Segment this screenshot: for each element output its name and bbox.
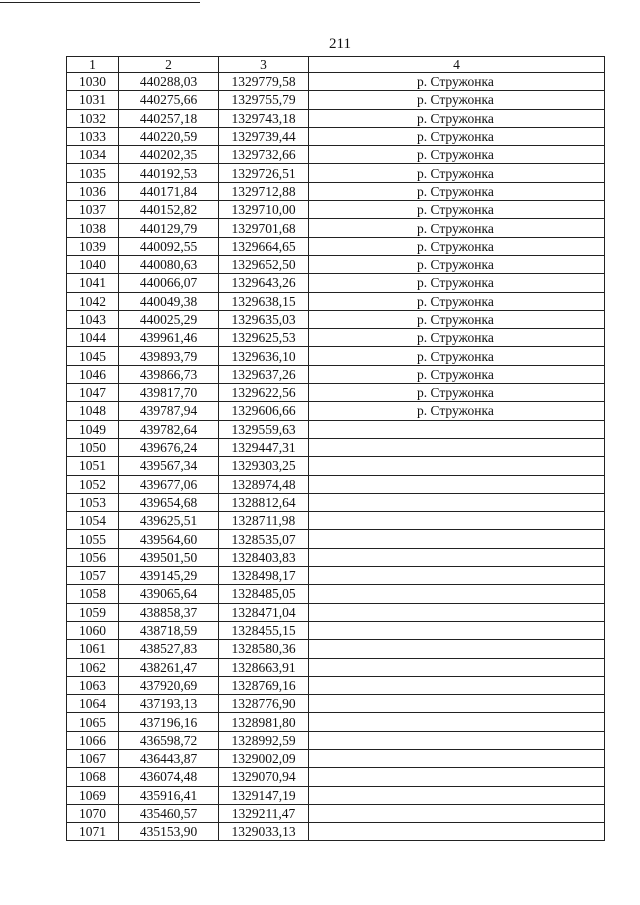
table-row: [67, 402, 605, 420]
table-row: [67, 457, 605, 475]
point-number-cell: 1048: [67, 402, 119, 420]
coord-y-cell: 1328974,48: [219, 475, 309, 493]
point-number-cell: 1057: [67, 567, 119, 585]
point-number-cell: 1069: [67, 786, 119, 804]
header-col-3: 3: [219, 57, 309, 73]
table-row: [67, 640, 605, 658]
point-number-cell: 1046: [67, 365, 119, 383]
coord-x-cell: 439817,70: [119, 384, 219, 402]
table-row: [67, 567, 605, 585]
coord-x-cell: 435916,41: [119, 786, 219, 804]
table-row: [67, 164, 605, 182]
table-row: [67, 146, 605, 164]
description-cell: [309, 640, 605, 658]
coord-x-cell: 439782,64: [119, 420, 219, 438]
point-number-cell: 1065: [67, 713, 119, 731]
coord-x-cell: 440192,53: [119, 164, 219, 182]
coord-y-cell: 1329303,25: [219, 457, 309, 475]
coord-x-cell: 439501,50: [119, 548, 219, 566]
point-number-cell: 1041: [67, 274, 119, 292]
point-number-cell: 1061: [67, 640, 119, 658]
description-cell: р. Стружонка: [309, 292, 605, 310]
coord-y-cell: 1329625,53: [219, 329, 309, 347]
coord-x-cell: 440275,66: [119, 91, 219, 109]
top-rule: [0, 2, 200, 3]
coord-y-cell: 1329726,51: [219, 164, 309, 182]
point-number-cell: 1031: [67, 91, 119, 109]
coord-x-cell: 437920,69: [119, 676, 219, 694]
description-cell: [309, 438, 605, 456]
coord-x-cell: 439625,51: [119, 512, 219, 530]
header-col-4: 4: [309, 57, 605, 73]
description-cell: р. Стружонка: [309, 255, 605, 273]
coord-y-cell: 1329652,50: [219, 255, 309, 273]
coord-y-cell: 1329739,44: [219, 127, 309, 145]
point-number-cell: 1039: [67, 237, 119, 255]
coord-x-cell: 440066,07: [119, 274, 219, 292]
coord-y-cell: 1329732,66: [219, 146, 309, 164]
coord-y-cell: 1328711,98: [219, 512, 309, 530]
coord-y-cell: 1328498,17: [219, 567, 309, 585]
coord-y-cell: 1329636,10: [219, 347, 309, 365]
coord-x-cell: 440152,82: [119, 201, 219, 219]
table-row: [67, 530, 605, 548]
description-cell: [309, 786, 605, 804]
point-number-cell: 1063: [67, 676, 119, 694]
description-cell: [309, 512, 605, 530]
point-number-cell: 1030: [67, 73, 119, 91]
description-cell: [309, 823, 605, 841]
coord-y-cell: 1329638,15: [219, 292, 309, 310]
point-number-cell: 1058: [67, 585, 119, 603]
description-cell: р. Стружонка: [309, 329, 605, 347]
point-number-cell: 1070: [67, 804, 119, 822]
description-cell: [309, 457, 605, 475]
description-cell: [309, 676, 605, 694]
table-row: [67, 109, 605, 127]
table-row: [67, 347, 605, 365]
table-row: [67, 768, 605, 786]
description-cell: [309, 695, 605, 713]
coord-x-cell: 439654,68: [119, 493, 219, 511]
description-cell: р. Стружонка: [309, 310, 605, 328]
table-row: [67, 73, 605, 91]
table-row: [67, 438, 605, 456]
coord-x-cell: 439065,64: [119, 585, 219, 603]
coord-x-cell: 438718,59: [119, 621, 219, 639]
coord-x-cell: 440202,35: [119, 146, 219, 164]
table-row: [67, 182, 605, 200]
coord-x-cell: 440049,38: [119, 292, 219, 310]
table-row: [67, 329, 605, 347]
coord-y-cell: 1329712,88: [219, 182, 309, 200]
point-number-cell: 1066: [67, 731, 119, 749]
description-cell: р. Стружонка: [309, 146, 605, 164]
coord-x-cell: 435153,90: [119, 823, 219, 841]
coord-x-cell: 440025,29: [119, 310, 219, 328]
table-row: [67, 237, 605, 255]
coord-y-cell: 1329070,94: [219, 768, 309, 786]
header-col-2: 2: [119, 57, 219, 73]
description-cell: [309, 420, 605, 438]
point-number-cell: 1050: [67, 438, 119, 456]
description-cell: [309, 493, 605, 511]
description-cell: р. Стружонка: [309, 182, 605, 200]
coord-x-cell: 439564,60: [119, 530, 219, 548]
table-row: [67, 475, 605, 493]
description-cell: [309, 658, 605, 676]
table-row: [67, 676, 605, 694]
point-number-cell: 1059: [67, 603, 119, 621]
coord-x-cell: 440257,18: [119, 109, 219, 127]
coord-y-cell: 1328455,15: [219, 621, 309, 639]
table-row: [67, 585, 605, 603]
coord-y-cell: 1329755,79: [219, 91, 309, 109]
coord-x-cell: 439893,79: [119, 347, 219, 365]
point-number-cell: 1067: [67, 749, 119, 767]
table-row: [67, 713, 605, 731]
coord-x-cell: 440080,63: [119, 255, 219, 273]
point-number-cell: 1033: [67, 127, 119, 145]
coord-y-cell: 1328471,04: [219, 603, 309, 621]
description-cell: р. Стружонка: [309, 164, 605, 182]
coord-y-cell: 1328981,80: [219, 713, 309, 731]
coord-x-cell: 440288,03: [119, 73, 219, 91]
coord-x-cell: 435460,57: [119, 804, 219, 822]
header-row: [67, 57, 605, 73]
table-row: [67, 219, 605, 237]
description-cell: р. Стружонка: [309, 402, 605, 420]
point-number-cell: 1047: [67, 384, 119, 402]
point-number-cell: 1068: [67, 768, 119, 786]
description-cell: [309, 585, 605, 603]
coord-x-cell: 440129,79: [119, 219, 219, 237]
description-cell: [309, 768, 605, 786]
description-cell: [309, 731, 605, 749]
table-row: [67, 804, 605, 822]
coord-x-cell: 440220,59: [119, 127, 219, 145]
point-number-cell: 1037: [67, 201, 119, 219]
description-cell: р. Стружонка: [309, 73, 605, 91]
coord-x-cell: 439961,46: [119, 329, 219, 347]
table-row: [67, 91, 605, 109]
table-row: [67, 548, 605, 566]
description-cell: р. Стружонка: [309, 274, 605, 292]
coord-x-cell: 439787,94: [119, 402, 219, 420]
point-number-cell: 1034: [67, 146, 119, 164]
coord-y-cell: 1328812,64: [219, 493, 309, 511]
coord-x-cell: 437193,13: [119, 695, 219, 713]
coord-y-cell: 1329447,31: [219, 438, 309, 456]
point-number-cell: 1071: [67, 823, 119, 841]
point-number-cell: 1054: [67, 512, 119, 530]
point-number-cell: 1035: [67, 164, 119, 182]
coord-x-cell: 436598,72: [119, 731, 219, 749]
coord-y-cell: 1329637,26: [219, 365, 309, 383]
description-cell: [309, 548, 605, 566]
coord-y-cell: 1328663,91: [219, 658, 309, 676]
description-cell: р. Стружонка: [309, 365, 605, 383]
point-number-cell: 1036: [67, 182, 119, 200]
description-cell: р. Стружонка: [309, 219, 605, 237]
point-number-cell: 1045: [67, 347, 119, 365]
point-number-cell: 1038: [67, 219, 119, 237]
coord-y-cell: 1329002,09: [219, 749, 309, 767]
coord-x-cell: 436074,48: [119, 768, 219, 786]
coord-y-cell: 1328403,83: [219, 548, 309, 566]
coord-x-cell: 436443,87: [119, 749, 219, 767]
table-row: [67, 310, 605, 328]
coord-y-cell: 1328992,59: [219, 731, 309, 749]
coord-y-cell: 1329033,13: [219, 823, 309, 841]
coord-x-cell: 439567,34: [119, 457, 219, 475]
description-cell: р. Стружонка: [309, 347, 605, 365]
table-row: [67, 255, 605, 273]
point-number-cell: 1056: [67, 548, 119, 566]
description-cell: [309, 567, 605, 585]
table-row: [67, 658, 605, 676]
table-row: [67, 621, 605, 639]
table-row: [67, 274, 605, 292]
coord-x-cell: 439676,24: [119, 438, 219, 456]
description-cell: [309, 713, 605, 731]
description-cell: р. Стружонка: [309, 201, 605, 219]
description-cell: [309, 530, 605, 548]
coord-x-cell: 440092,55: [119, 237, 219, 255]
description-cell: [309, 603, 605, 621]
coord-y-cell: 1328485,05: [219, 585, 309, 603]
table-row: [67, 786, 605, 804]
coord-x-cell: 438261,47: [119, 658, 219, 676]
description-cell: [309, 749, 605, 767]
point-number-cell: 1055: [67, 530, 119, 548]
description-cell: р. Стружонка: [309, 109, 605, 127]
point-number-cell: 1053: [67, 493, 119, 511]
table-row: [67, 420, 605, 438]
coord-y-cell: 1329211,47: [219, 804, 309, 822]
coord-x-cell: 438527,83: [119, 640, 219, 658]
table-row: [67, 512, 605, 530]
coord-y-cell: 1329147,19: [219, 786, 309, 804]
coord-y-cell: 1329643,26: [219, 274, 309, 292]
table-row: [67, 365, 605, 383]
page-number: 211: [329, 36, 351, 52]
description-cell: [309, 804, 605, 822]
table-row: [67, 201, 605, 219]
description-cell: р. Стружонка: [309, 91, 605, 109]
coord-x-cell: 439145,29: [119, 567, 219, 585]
point-number-cell: 1064: [67, 695, 119, 713]
coord-y-cell: 1329606,66: [219, 402, 309, 420]
table-row: [67, 603, 605, 621]
coordinates-table: [66, 56, 605, 841]
description-cell: [309, 621, 605, 639]
table-row: [67, 127, 605, 145]
table-row: [67, 695, 605, 713]
coord-y-cell: 1329743,18: [219, 109, 309, 127]
point-number-cell: 1062: [67, 658, 119, 676]
coord-x-cell: 440171,84: [119, 182, 219, 200]
point-number-cell: 1032: [67, 109, 119, 127]
description-cell: р. Стружонка: [309, 237, 605, 255]
point-number-cell: 1043: [67, 310, 119, 328]
point-number-cell: 1042: [67, 292, 119, 310]
description-cell: [309, 475, 605, 493]
coord-y-cell: 1328535,07: [219, 530, 309, 548]
point-number-cell: 1044: [67, 329, 119, 347]
coord-y-cell: 1329779,58: [219, 73, 309, 91]
point-number-cell: 1049: [67, 420, 119, 438]
coord-y-cell: 1329559,63: [219, 420, 309, 438]
table-row: [67, 384, 605, 402]
coord-y-cell: 1329710,00: [219, 201, 309, 219]
table-row: [67, 493, 605, 511]
coord-y-cell: 1328776,90: [219, 695, 309, 713]
point-number-cell: 1051: [67, 457, 119, 475]
coord-y-cell: 1329622,56: [219, 384, 309, 402]
coord-y-cell: 1329635,03: [219, 310, 309, 328]
coord-y-cell: 1329701,68: [219, 219, 309, 237]
table-row: [67, 292, 605, 310]
table-row: [67, 731, 605, 749]
description-cell: р. Стружонка: [309, 384, 605, 402]
coord-x-cell: 438858,37: [119, 603, 219, 621]
header-col-1: 1: [67, 57, 119, 73]
coord-x-cell: 437196,16: [119, 713, 219, 731]
coord-y-cell: 1328769,16: [219, 676, 309, 694]
coord-y-cell: 1328580,36: [219, 640, 309, 658]
table-row: [67, 749, 605, 767]
table-row: [67, 823, 605, 841]
point-number-cell: 1052: [67, 475, 119, 493]
coord-x-cell: 439677,06: [119, 475, 219, 493]
point-number-cell: 1040: [67, 255, 119, 273]
point-number-cell: 1060: [67, 621, 119, 639]
description-cell: р. Стружонка: [309, 127, 605, 145]
coord-y-cell: 1329664,65: [219, 237, 309, 255]
coord-x-cell: 439866,73: [119, 365, 219, 383]
